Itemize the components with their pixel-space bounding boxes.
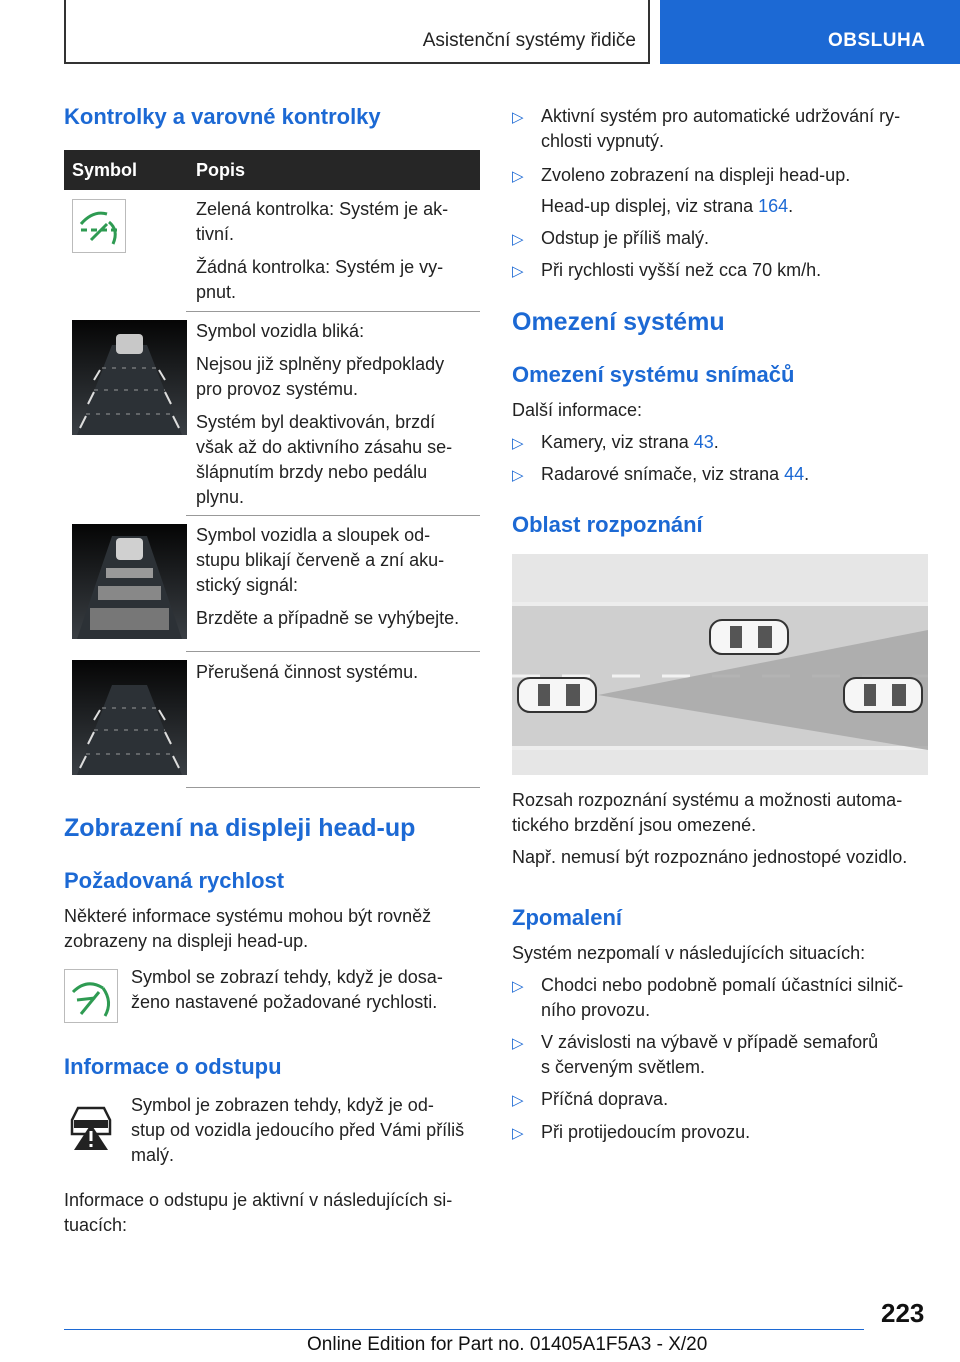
chapter-title: Asistenční systémy řidiče bbox=[422, 30, 636, 51]
heading-desired-speed: Požadovaná rychlost bbox=[64, 868, 285, 893]
running-header bbox=[64, 0, 650, 64]
list-item: Při rychlosti vyšší než cca 70 km/h. bbox=[541, 260, 822, 280]
heading-system-limits: Omezení systému bbox=[512, 308, 725, 336]
row1-text: Zelená kontrolka: Systém je ak- tivní. Žádná kontrolka: Systém je vy- pnut. bbox=[196, 199, 449, 302]
system-interrupted-illustration bbox=[72, 660, 187, 775]
bullet-triangle-icon: ▷ bbox=[512, 978, 524, 995]
section-label: OBSLUHA bbox=[828, 30, 926, 51]
bullet-triangle-icon: ▷ bbox=[512, 263, 524, 280]
speed-indicator-icon bbox=[64, 969, 118, 1023]
row3-text: Symbol vozidla a sloupek od- stupu blikají červeně a zní aku- stický signál: Brzděte a případně se vyhýbejte. bbox=[196, 525, 460, 628]
page-link[interactable]: 164 bbox=[758, 196, 789, 216]
list-item: Zvoleno zobrazení na displeji head-up. bbox=[541, 165, 851, 185]
table-header bbox=[64, 150, 480, 190]
row-divider bbox=[186, 515, 480, 516]
heading-distance-info: Informace o odstupu bbox=[64, 1054, 282, 1079]
list-item: Aktivní systém pro automatické udržování ry- chlosti vypnutý. bbox=[541, 106, 901, 151]
bullet-triangle-icon: ▷ bbox=[512, 467, 524, 484]
distance-symbol-text: Symbol je zobrazen tehdy, když je od- stup od vozidla jedoucího před Vámi příliš malý. bbox=[131, 1095, 465, 1165]
bullet-triangle-icon: ▷ bbox=[512, 168, 524, 185]
row-divider bbox=[186, 787, 480, 788]
heading-sensor-limits: Omezení systému snímačů bbox=[512, 362, 795, 387]
col-description: Popis bbox=[196, 160, 246, 180]
heading-deceleration: Zpomalení bbox=[512, 905, 623, 930]
distance-text: Informace o odstupu je aktivní v následujících si- tuacích: bbox=[64, 1190, 453, 1235]
distance-warning-icon bbox=[64, 1098, 118, 1152]
list-item: Kamery, viz strana 43. bbox=[541, 432, 719, 452]
row-divider bbox=[186, 311, 480, 312]
hud-reference: Head-up displej, viz strana 164. bbox=[541, 196, 794, 216]
list-item: Radarové snímače, viz strana 44. bbox=[541, 464, 810, 484]
page-link[interactable]: 43 bbox=[693, 432, 714, 452]
detection-range-illustration bbox=[512, 554, 928, 775]
row4-text: Přerušená činnost systému. bbox=[196, 662, 419, 682]
speed-symbol-text: Symbol se zobrazí tehdy, když je dosa- ženo nastavené požadované rychlosti. bbox=[131, 967, 443, 1012]
col-symbol: Symbol bbox=[72, 160, 138, 180]
bullet-triangle-icon: ▷ bbox=[512, 435, 524, 452]
page-number: 223 bbox=[881, 1298, 925, 1328]
edition-footer: Online Edition for Part no. 01405A1F5A3 - X/20 bbox=[307, 1334, 708, 1355]
slow-intro: Systém nezpomalí v následujících situacích: bbox=[512, 943, 866, 963]
section-tab bbox=[660, 0, 960, 64]
list-item: Odstup je příliš malý. bbox=[541, 228, 710, 248]
list-item: Příčná doprava. bbox=[541, 1089, 669, 1109]
footer-rule bbox=[64, 1329, 864, 1330]
vehicle-blinking-illustration bbox=[72, 320, 187, 435]
row-divider bbox=[186, 651, 480, 652]
green-indicator-icon bbox=[72, 199, 126, 253]
bullet-triangle-icon: ▷ bbox=[512, 1092, 524, 1109]
list-item: Chodci nebo podobně pomalí účastníci silnič- ního provozu. bbox=[541, 975, 904, 1020]
bullet-triangle-icon: ▷ bbox=[512, 231, 524, 248]
page-link[interactable]: 44 bbox=[784, 464, 805, 484]
list-item: V závislosti na výbavě v případě semaforů s červeným světlem. bbox=[541, 1032, 879, 1077]
range-text-2: Např. nemusí být rozpoznáno jednostopé vozidlo. bbox=[512, 847, 908, 867]
speed-text: Některé informace systému mohou být rovněž zobrazeny na displeji head-up. bbox=[64, 906, 432, 951]
bullet-triangle-icon: ▷ bbox=[512, 109, 524, 126]
vehicle-distance-warning-illustration bbox=[72, 524, 187, 639]
heading-hud: Zobrazení na displeji head-up bbox=[64, 814, 416, 842]
vehicle-icon bbox=[710, 620, 788, 654]
range-text: Rozsah rozpoznání systému a možnosti automa- tického brzdění jsou omezené. bbox=[512, 790, 903, 835]
bullet-triangle-icon: ▷ bbox=[512, 1035, 524, 1052]
row2-text: Symbol vozidla bliká: Nejsou již splněny předpoklady pro provoz systému. Systém byl deaktivován, brzdí však až do aktivního zásahu se- šlápnutím brzdy nebo pedálu plynu. bbox=[196, 321, 453, 507]
heading-warning-lights: Kontrolky a varovné kontrolky bbox=[64, 104, 381, 129]
list-item: Při protijedoucím provozu. bbox=[541, 1122, 751, 1142]
heading-detection-range: Oblast rozpoznání bbox=[512, 512, 703, 537]
bullet-triangle-icon: ▷ bbox=[512, 1125, 524, 1142]
more-info-label: Další informace: bbox=[512, 400, 643, 420]
